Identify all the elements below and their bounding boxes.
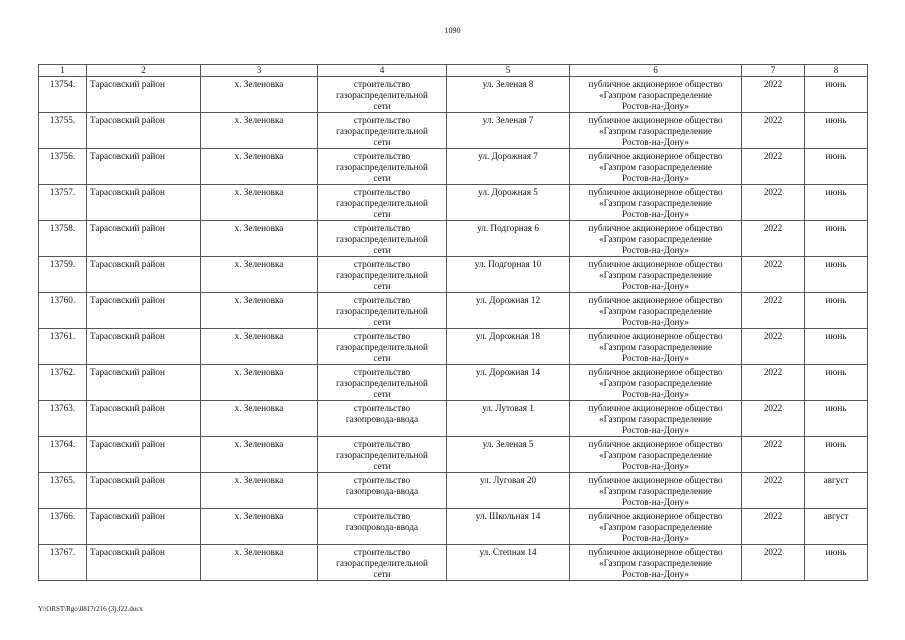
year-cell: 2022: [742, 221, 805, 257]
month-cell: июнь: [805, 113, 868, 149]
year-cell: 2022: [742, 401, 805, 437]
work-type-cell: строительство газораспределительной сети: [318, 437, 447, 473]
row-number-cell: 13763.: [39, 401, 87, 437]
year-cell: 2022: [742, 437, 805, 473]
year-cell: 2022: [742, 473, 805, 509]
table-row: [39, 77, 868, 113]
table-row: [39, 509, 868, 545]
settlement-cell: х. Зеленовка: [201, 329, 318, 365]
district-cell: Тарасовский район: [87, 365, 201, 401]
month-cell: июнь: [805, 149, 868, 185]
settlement-cell: х. Зеленовка: [201, 185, 318, 221]
settlement-cell: х. Зеленовка: [201, 437, 318, 473]
work-type-cell: строительство газораспределительной сети: [318, 365, 447, 401]
address-cell: ул. Школьная 14: [447, 509, 570, 545]
table-row: [39, 113, 868, 149]
district-cell: Тарасовский район: [87, 185, 201, 221]
organization-cell: публичное акционерное общество «Газпром газораспределение Ростов-на-Дону»: [570, 185, 742, 221]
month-cell: июнь: [805, 221, 868, 257]
address-cell: ул. Дорожная 12: [447, 293, 570, 329]
year-cell: 2022: [742, 509, 805, 545]
organization-cell: публичное акционерное общество «Газпром газораспределение Ростов-на-Дону»: [570, 545, 742, 581]
settlement-cell: х. Зеленовка: [201, 365, 318, 401]
district-cell: Тарасовский район: [87, 257, 201, 293]
month-cell: июнь: [805, 77, 868, 113]
work-type-cell: строительство газопровода-ввода: [318, 509, 447, 545]
address-cell: ул. Дорожная 14: [447, 365, 570, 401]
organization-cell: публичное акционерное общество «Газпром газораспределение Ростов-на-Дону»: [570, 473, 742, 509]
organization-cell: публичное акционерное общество «Газпром газораспределение Ростов-на-Дону»: [570, 113, 742, 149]
column-header: 8: [805, 65, 868, 77]
settlement-cell: х. Зеленовка: [201, 401, 318, 437]
settlement-cell: х. Зеленовка: [201, 77, 318, 113]
year-cell: 2022: [742, 149, 805, 185]
table-row: [39, 365, 868, 401]
year-cell: 2022: [742, 365, 805, 401]
organization-cell: публичное акционерное общество «Газпром газораспределение Ростов-на-Дону»: [570, 329, 742, 365]
month-cell: август: [805, 509, 868, 545]
month-cell: июнь: [805, 329, 868, 365]
settlement-cell: х. Зеленовка: [201, 149, 318, 185]
year-cell: 2022: [742, 545, 805, 581]
work-type-cell: строительство газораспределительной сети: [318, 293, 447, 329]
address-cell: ул. Лутовая 1: [447, 401, 570, 437]
work-type-cell: строительство газораспределительной сети: [318, 149, 447, 185]
settlement-cell: х. Зеленовка: [201, 113, 318, 149]
work-type-cell: строительство газопровода-ввода: [318, 473, 447, 509]
row-number-cell: 13767.: [39, 545, 87, 581]
column-header: 2: [87, 65, 201, 77]
district-cell: Тарасовский район: [87, 113, 201, 149]
page-number: 1090: [444, 26, 461, 35]
row-number-cell: 13754.: [39, 77, 87, 113]
month-cell: июнь: [805, 545, 868, 581]
month-cell: июнь: [805, 365, 868, 401]
address-cell: ул. Дорожная 7: [447, 149, 570, 185]
row-number-cell: 13757.: [39, 185, 87, 221]
organization-cell: публичное акционерное общество «Газпром газораспределение Ростов-на-Дону»: [570, 509, 742, 545]
work-type-cell: строительство газораспределительной сети: [318, 77, 447, 113]
organization-cell: публичное акционерное общество «Газпром газораспределение Ростов-на-Дону»: [570, 293, 742, 329]
organization-cell: публичное акционерное общество «Газпром газораспределение Ростов-на-Дону»: [570, 401, 742, 437]
address-cell: ул. Зеленая 8: [447, 77, 570, 113]
column-header: 6: [570, 65, 742, 77]
table-row: [39, 257, 868, 293]
address-cell: ул. Дорожная 5: [447, 185, 570, 221]
month-cell: июнь: [805, 257, 868, 293]
column-header: 4: [318, 65, 447, 77]
district-cell: Тарасовский район: [87, 509, 201, 545]
table-row: [39, 149, 868, 185]
district-cell: Тарасовский район: [87, 437, 201, 473]
settlement-cell: х. Зеленовка: [201, 293, 318, 329]
settlement-cell: х. Зеленовка: [201, 221, 318, 257]
address-cell: ул. Зеленая 5: [447, 437, 570, 473]
table-row: [39, 221, 868, 257]
table-row: [39, 185, 868, 221]
year-cell: 2022: [742, 293, 805, 329]
work-type-cell: строительство газораспределительной сети: [318, 113, 447, 149]
district-cell: Тарасовский район: [87, 77, 201, 113]
address-cell: ул. Степная 14: [447, 545, 570, 581]
month-cell: август: [805, 473, 868, 509]
month-cell: июнь: [805, 437, 868, 473]
header-row: [39, 65, 868, 77]
row-number-cell: 13759.: [39, 257, 87, 293]
address-cell: ул. Дорожная 18: [447, 329, 570, 365]
row-number-cell: 13755.: [39, 113, 87, 149]
table-body: [39, 77, 868, 581]
settlement-cell: х. Зеленовка: [201, 509, 318, 545]
address-cell: ул. Подгорная 6: [447, 221, 570, 257]
organization-cell: публичное акционерное общество «Газпром газораспределение Ростов-на-Дону»: [570, 257, 742, 293]
row-number-cell: 13756.: [39, 149, 87, 185]
district-cell: Тарасовский район: [87, 545, 201, 581]
district-cell: Тарасовский район: [87, 149, 201, 185]
column-header: 3: [201, 65, 318, 77]
organization-cell: публичное акционерное общество «Газпром газораспределение Ростов-на-Дону»: [570, 149, 742, 185]
work-type-cell: строительство газораспределительной сети: [318, 185, 447, 221]
year-cell: 2022: [742, 329, 805, 365]
organization-cell: публичное акционерное общество «Газпром газораспределение Ростов-на-Дону»: [570, 77, 742, 113]
address-cell: ул. Луговая 20: [447, 473, 570, 509]
settlement-cell: х. Зеленовка: [201, 257, 318, 293]
column-header: 5: [447, 65, 570, 77]
year-cell: 2022: [742, 113, 805, 149]
row-number-cell: 13765.: [39, 473, 87, 509]
row-number-cell: 13766.: [39, 509, 87, 545]
district-cell: Тарасовский район: [87, 293, 201, 329]
organization-cell: публичное акционерное общество «Газпром газораспределение Ростов-на-Дону»: [570, 437, 742, 473]
month-cell: июнь: [805, 293, 868, 329]
schedule-table: [38, 64, 868, 581]
organization-cell: публичное акционерное общество «Газпром газораспределение Ростов-на-Дону»: [570, 221, 742, 257]
row-number-cell: 13761.: [39, 329, 87, 365]
table-row: [39, 329, 868, 365]
district-cell: Тарасовский район: [87, 221, 201, 257]
row-number-cell: 13764.: [39, 437, 87, 473]
year-cell: 2022: [742, 257, 805, 293]
row-number-cell: 13762.: [39, 365, 87, 401]
settlement-cell: х. Зеленовка: [201, 545, 318, 581]
column-header: 1: [39, 65, 87, 77]
table-row: [39, 293, 868, 329]
work-type-cell: строительство газопровода-ввода: [318, 401, 447, 437]
table-row: [39, 473, 868, 509]
work-type-cell: строительство газораспределительной сети: [318, 257, 447, 293]
organization-cell: публичное акционерное общество «Газпром газораспределение Ростов-на-Дону»: [570, 365, 742, 401]
district-cell: Тарасовский район: [87, 329, 201, 365]
table-row: [39, 401, 868, 437]
column-header: 7: [742, 65, 805, 77]
year-cell: 2022: [742, 185, 805, 221]
table-row: [39, 545, 868, 581]
row-number-cell: 13758.: [39, 221, 87, 257]
month-cell: июнь: [805, 401, 868, 437]
month-cell: июнь: [805, 185, 868, 221]
table-row: [39, 437, 868, 473]
work-type-cell: строительство газораспределительной сети: [318, 545, 447, 581]
work-type-cell: строительство газораспределительной сети: [318, 329, 447, 365]
address-cell: ул. Подгорная 10: [447, 257, 570, 293]
footer-file-path: Y:\ORST\Rgo\0817r216 (3).f22.docx: [38, 605, 143, 613]
year-cell: 2022: [742, 77, 805, 113]
address-cell: ул. Зеленая 7: [447, 113, 570, 149]
row-number-cell: 13760.: [39, 293, 87, 329]
settlement-cell: х. Зеленовка: [201, 473, 318, 509]
work-type-cell: строительство газораспределительной сети: [318, 221, 447, 257]
district-cell: Тарасовский район: [87, 401, 201, 437]
district-cell: Тарасовский район: [87, 473, 201, 509]
